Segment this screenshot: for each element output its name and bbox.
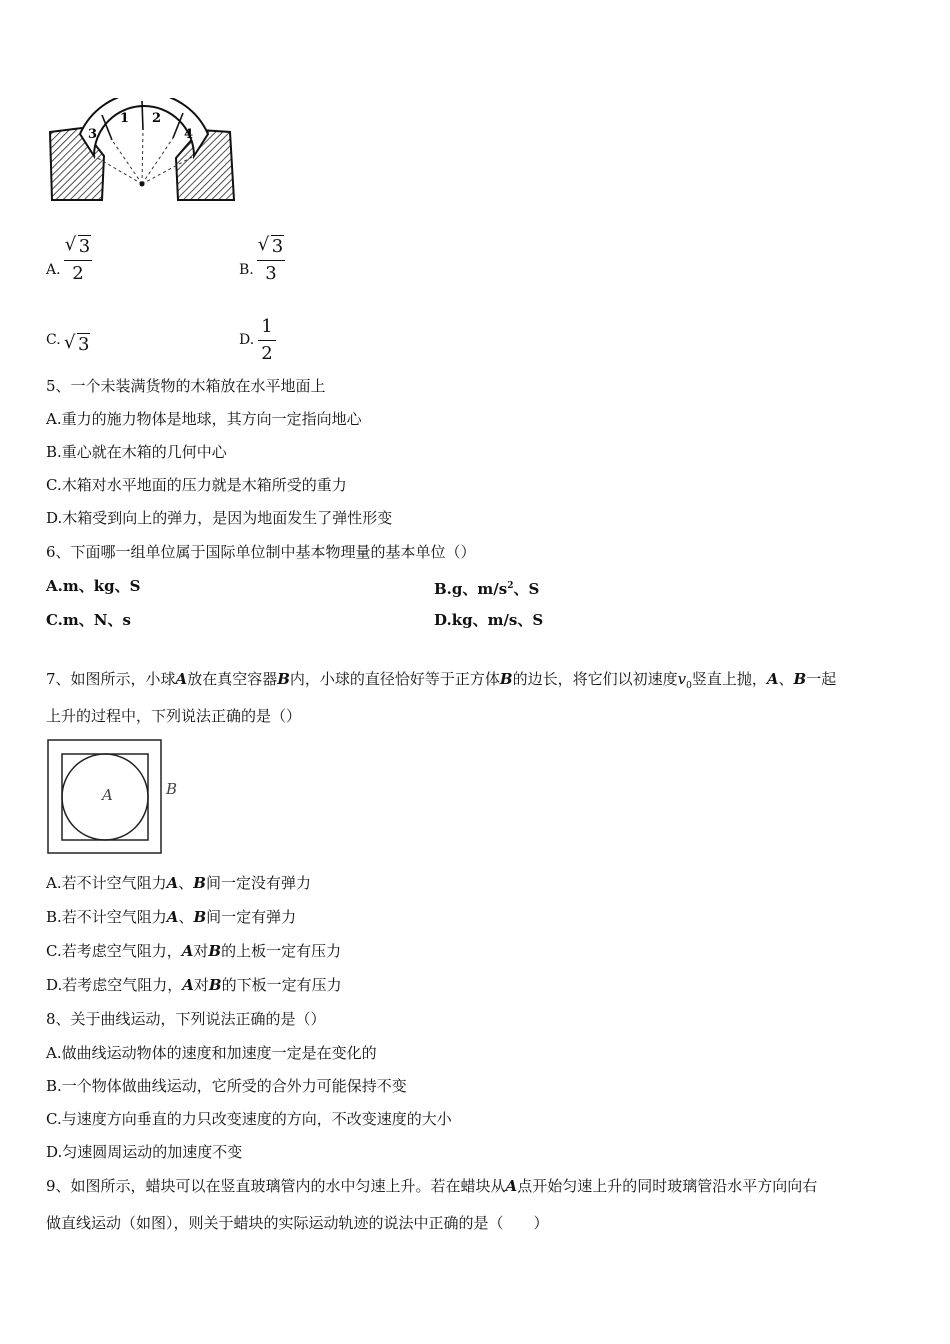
q7-option-b: B.若不计空气阻力A、B间一定有弹力: [46, 908, 297, 926]
q4-option-d-fraction: 1 2: [258, 316, 276, 365]
q5-option-d: D.木箱受到向上的弹力，是因为地面发生了弹性形变: [46, 509, 393, 527]
q4-option-c-label: C.: [46, 332, 61, 348]
q4-option-a-label: A.: [46, 262, 61, 278]
q4-option-b-fraction: √ 3 3: [257, 234, 284, 284]
q5-option-b: B.重心就在木箱的几何中心: [46, 443, 227, 461]
q6-option-d: D.kg、m/s、S: [434, 611, 544, 629]
q8-option-b: B.一个物体做曲线运动，它所受的合外力可能保持不变: [46, 1077, 407, 1095]
q8-option-c: C.与速度方向垂直的力只改变速度的方向，不改变速度的大小: [46, 1110, 452, 1128]
ball-label-a: A: [102, 786, 113, 804]
q9-stem-line2: 做直线运动（如图），则关于蜡块的实际运动轨迹的说法中正确的是（ ）: [46, 1214, 549, 1232]
q5-option-c: C.木箱对水平地面的压力就是木箱所受的重力: [46, 476, 347, 494]
q7-option-d: D.若考虑空气阻力，A对B的下板一定有压力: [46, 976, 342, 994]
q6-option-b: B.g、$m/s^2$、S: [434, 580, 540, 598]
q6-stem: 6、下面哪一组单位属于国际单位制中基本物理量的基本单位（）: [46, 543, 476, 561]
q7-option-a: A.若不计空气阻力A、B间一定没有弹力: [46, 874, 311, 892]
q7-option-c: C.若考虑空气阻力，A对B的上板一定有压力: [46, 942, 342, 960]
q4-option-a-fraction: √ 3 2: [64, 234, 91, 284]
block-label-4: 4: [184, 127, 194, 142]
q8-option-a: A.做曲线运动物体的速度和加速度一定是在变化的: [46, 1044, 377, 1062]
q7-stem-line2: 上升的过程中，下列说法正确的是（）: [46, 707, 302, 725]
q6-option-a: A.m、kg、S: [46, 577, 141, 595]
q9-stem-line1: 9、如图所示，蜡块可以在竖直玻璃管内的水中匀速上升。若在蜡块从A点开始匀速上升的同时玻璃管沿水平方向向右: [46, 1177, 818, 1195]
block-label-1: 1: [120, 111, 130, 126]
block-label-3: 3: [88, 127, 98, 142]
q4-option-b-label: B.: [239, 262, 254, 278]
q8-stem: 8、关于曲线运动，下列说法正确的是（）: [46, 1010, 326, 1028]
q6-option-c: C.m、N、s: [46, 611, 131, 629]
q8-option-d: D.匀速圆周运动的加速度不变: [46, 1143, 243, 1161]
q5-option-a: A.重力的施力物体是地球，其方向一定指向地心: [46, 410, 362, 428]
block-label-2: 2: [152, 111, 162, 126]
arch-figure: [44, 98, 238, 206]
q4-option-d-label: D.: [239, 332, 255, 348]
container-figure: [46, 738, 186, 856]
q4-option-c-value: √ 3: [64, 332, 90, 355]
box-label-b: B: [166, 780, 178, 798]
q5-stem: 5、一个未装满货物的木箱放在水平地面上: [46, 377, 326, 395]
q7-stem-line1: 7、如图所示，小球A放在真空容器B内，小球的直径恰好等于正方体B的边长，将它们以初速度$v_0$竖直上抛，A、B一起: [46, 670, 837, 691]
